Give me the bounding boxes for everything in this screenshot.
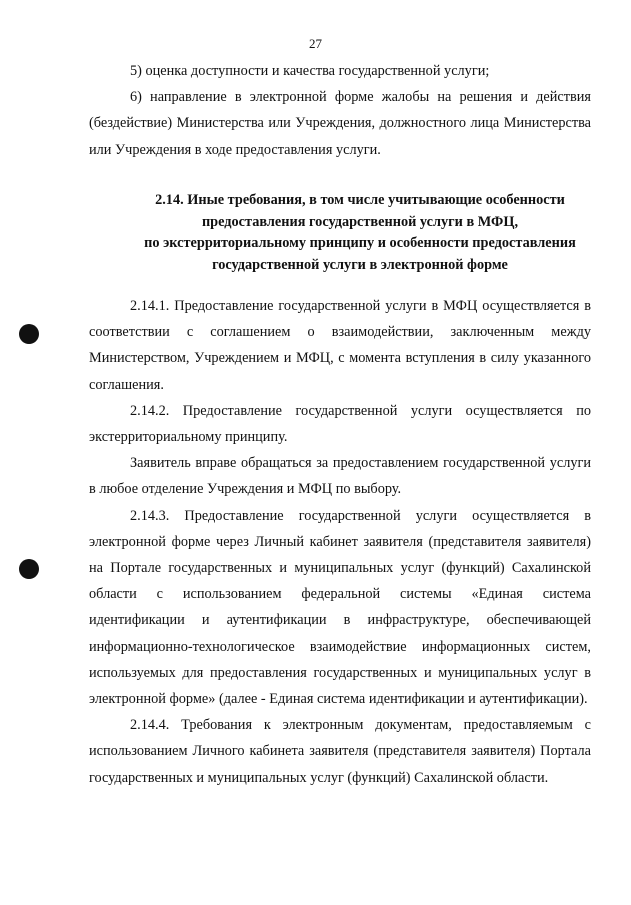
- heading-line-4: государственной услуги в электронной форме: [212, 257, 508, 274]
- paragraph-2-14-1: 2.14.1. Предоставление государственной услуги в МФЦ осуществляется в соответствии с соглашением о взаимодействии, заключенным между Министерством, Учреждением и МФЦ, с момента вступления в силу указанного соглашения.: [89, 298, 591, 393]
- page-number: 27: [309, 36, 322, 51]
- paragraph-2-14-2: 2.14.2. Предоставление государственной услуги осуществляется по экстерриториальному принципу.: [89, 402, 591, 446]
- paragraph-applicant: Заявитель вправе обращаться за предоставлением государственной услуги в любое отделение Учреждения и МФЦ по выбору.: [89, 455, 591, 498]
- heading-line-3: по экстерриториальному принципу и особенности предоставления: [144, 235, 576, 252]
- section-body: [89, 293, 591, 791]
- section-heading: [100, 190, 620, 277]
- punch-hole-top: [19, 324, 39, 344]
- paragraph-2-14-4: 2.14.4. Требования к электронным документам, предоставляемым с использованием Личного кабинета заявителя (представителя заявителя) Портала государственных и муниципальных услуг (функций) Сахалинской области.: [89, 717, 591, 786]
- list-item-6: 6) направление в электронной форме жалобы на решения и действия (бездействие) Министерства или Учреждения, должностного лица Министерства или Учреждения в ходе предоставления услуги.: [89, 89, 591, 158]
- list-section: [89, 58, 591, 163]
- heading-line-1: 2.14. Иные требования, в том числе учитывающие особенности: [155, 192, 565, 208]
- paragraph-2-14-3: 2.14.3. Предоставление государственной услуги осуществляется в электронной форме через Личный кабинет заявителя (представителя заявителя) на Портале государственных и муниципальных услуг (функций) Сахалинской области с использованием федеральной системы «Единая система идентификации и аутентификации в инфраструктуре, обеспечивающей информационно-технологическое взаимодействие информационных систем, используемых для предоставления государственных и муниципальных услуг в электронной форме» (далее - Единая система идентификации и аутентификации).: [89, 507, 591, 708]
- punch-hole-bottom: [19, 559, 39, 579]
- list-item-5: 5) оценка доступности и качества государственной услуги;: [130, 63, 490, 79]
- heading-line-2: предоставления государственной услуги в МФЦ,: [201, 213, 519, 230]
